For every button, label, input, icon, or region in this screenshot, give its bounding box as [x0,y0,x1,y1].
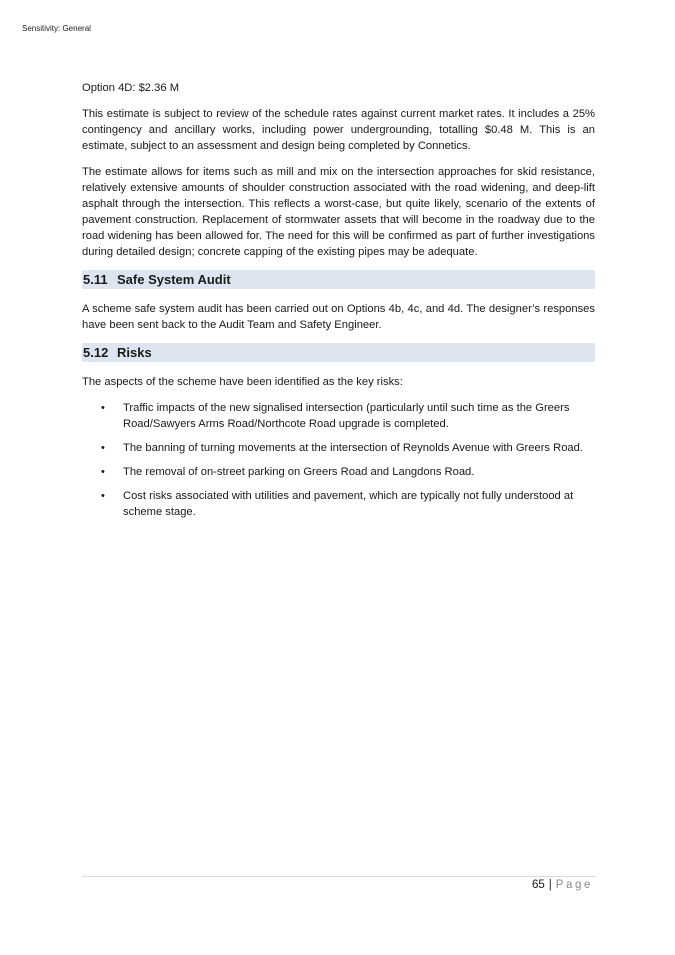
estimate-paragraph: This estimate is subject to review of the schedule rates against current market rates. It includes a 25% contingency and ancillary works, including power undergrounding, totalling $0.48 M. This is an estimate, subject to an assessment and design being completed by Connetics. [82,108,595,152]
list-item-text: The banning of turning movements at the intersection of Reynolds Avenue with Greers Road. [123,442,583,454]
audit-paragraph: A scheme safe system audit has been carried out on Options 4b, 4c, and 4d. The designer’s responses have been sent back to the Audit Team and Safety Engineer. [82,303,595,331]
bullet-icon: • [101,402,105,414]
bullet-icon: • [101,466,105,478]
section-title: Safe System Audit [117,272,231,287]
section-number: 5.11 [83,272,108,287]
list-item-text: The removal of on-street parking on Greers Road and Langdons Road. [123,466,475,478]
estimate-scope-paragraph: The estimate allows for items such as mill and mix on the intersection approaches for skid resistance, relatively extensive amounts of shoulder construction associated with the road widening, and deep-lift asphalt through the intersection. This reflects a worst-case, but quite likely, scenario of the extents of pavement construction. Replacement of stormwater assets that will become in the roadway due to the road widening has been allowed for. The need for this will be confirmed as part of further investigations during detailed design; concrete capping of the existing pipes may be adequate. [82,166,595,258]
page-footer [532,879,593,891]
document-body [82,80,595,528]
footer-divider [82,876,596,877]
option-cost: Option 4D: $2.36 M [82,82,180,94]
bullet-icon: • [101,442,105,454]
section-number: 5.12 [83,345,109,360]
page-label: Page [555,879,593,891]
list-item [82,400,595,432]
section-heading-safe-system-audit [82,270,595,289]
list-item [82,464,595,480]
risks-intro: The aspects of the scheme have been identified as the key risks: [82,376,403,388]
list-item-text: Traffic impacts of the new signalised intersection (particularly until such time as the Greers Road/Sawyers Arms Road/Northcote Road upgrade is completed. [123,402,570,430]
risk-list [82,400,595,520]
list-item [82,440,595,456]
list-item [82,488,595,520]
sensitivity-label: Sensitivity: General [22,24,91,33]
section-heading-risks [82,343,595,362]
footer-separator: | [548,879,552,891]
page-number: 65 [531,879,545,891]
list-item-text: Cost risks associated with utilities and pavement, which are typically not fully understood at scheme stage. [123,490,574,518]
bullet-icon: • [101,490,105,502]
section-title: Risks [117,345,152,360]
